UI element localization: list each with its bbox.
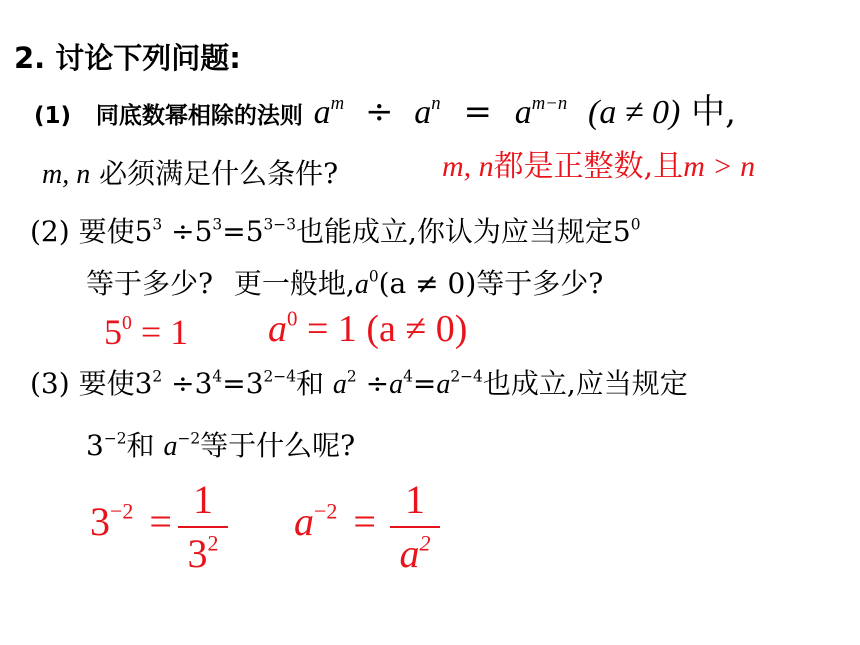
q2-line2-exp: 0: [368, 267, 379, 286]
q2-divide-sign: ÷: [171, 215, 195, 248]
q1-divide-sign: ÷: [364, 92, 394, 132]
q3-line2-base: 3: [86, 429, 104, 462]
q3-var3: a: [436, 369, 451, 400]
q2-line2-b: 更一般地,: [233, 267, 355, 300]
q2-label: (2): [30, 215, 70, 248]
q3-answer1-denominator: [178, 530, 228, 576]
q3-answer1-numerator: 1: [193, 477, 213, 522]
q2-base2: 5: [194, 215, 213, 248]
q3-answer1-exp: −2: [110, 498, 134, 524]
q1-answer-ineq: m > n: [683, 150, 756, 183]
q3-divide-sign: ÷: [171, 367, 195, 400]
q2-tail: 也能成立,你认为应当规定: [296, 215, 613, 248]
q3-equals-sign: =: [222, 367, 246, 400]
q1-condition: (a ≠ 0): [588, 94, 681, 131]
q3-answer2-var: a: [294, 499, 314, 544]
q3-answer2-den-var: a: [399, 531, 420, 576]
q2-equals-sign: =: [222, 215, 246, 248]
q1-formula-exp3: m−n: [531, 92, 568, 114]
q1-formula-exp2: n: [431, 92, 441, 114]
q3-label: (3): [30, 367, 70, 400]
q1-line1: [34, 92, 736, 132]
q3-answer2-eq: =: [353, 499, 376, 544]
q2-line2-cond: (a ≠ 0): [378, 267, 477, 300]
q3-var2: a: [389, 369, 404, 400]
q3-base2: 3: [194, 367, 213, 400]
q2-answer1: [104, 314, 188, 350]
q2-answer1-exp: 0: [122, 312, 132, 335]
q3-answer1-base: 3: [90, 499, 110, 544]
q1-answer: [442, 149, 756, 184]
q3-answer1-den-base: 3: [187, 531, 208, 576]
q3-line2-tail: 等于什么呢?: [200, 429, 356, 462]
slide-title: 2. 讨论下列问题:: [14, 41, 241, 75]
q3-answer1-lhs: [90, 498, 172, 544]
q3-base1: 3: [134, 367, 153, 400]
q3-answer2-denominator: [390, 530, 440, 576]
q3-exp3: 2−4: [263, 367, 296, 386]
q1-formula-base2: a: [414, 94, 432, 131]
q3-line2-exp: −2: [103, 429, 127, 448]
q2-answer1-rhs: = 1: [140, 312, 189, 352]
q1-text: 同底数幂相除的法则: [95, 103, 303, 129]
q2-exp2: 3: [212, 215, 223, 234]
q3-var-equals-sign: =: [412, 367, 437, 400]
q3-tail: 也成立,应当规定: [482, 367, 688, 400]
q2-tail-base: 5: [612, 215, 631, 248]
q2-tail-exp: 0: [630, 215, 641, 234]
q3-vexp1: 2: [346, 367, 357, 386]
q3-answer2-lhs: [294, 498, 376, 544]
q2-exp3: 3−3: [263, 215, 296, 234]
q1-formula-base1: a: [313, 94, 331, 131]
q2-line2-var: a: [354, 269, 369, 300]
q3-lead: 要使: [78, 367, 135, 400]
q1-formula-base3: a: [514, 94, 532, 131]
q2-base1: 5: [134, 215, 153, 248]
q3-base3: 3: [245, 367, 264, 400]
q2-lead: 要使: [78, 215, 135, 248]
q3-answer2-den-exp: 2: [419, 530, 431, 556]
q1-line2: [42, 157, 339, 190]
q3-vexp2: 4: [403, 367, 413, 386]
q3-var1: a: [332, 369, 347, 400]
q3-answer2-fraction-bar: [390, 526, 440, 528]
q3-answer1-den-exp: 2: [207, 530, 219, 556]
q3-exp1: 2: [152, 367, 163, 386]
q1-cond-text: 必须满足什么条件?: [99, 157, 339, 190]
q3-answer2-numerator: 1: [405, 477, 425, 522]
q2-answer1-base: 5: [104, 312, 122, 352]
q3-line1: [30, 367, 688, 400]
q2-exp1: 3: [152, 215, 163, 234]
q2-answer2-rhs: = 1 (a ≠ 0): [306, 308, 468, 350]
q3-vexp3: 2−4: [450, 367, 483, 386]
q3-and: 和: [296, 367, 325, 400]
q1-zhong: 中,: [691, 92, 736, 132]
q1-cond-vars: m, n: [42, 159, 91, 190]
q3-var-divide-sign: ÷: [365, 367, 390, 400]
q3-answer2-fraction: [390, 477, 440, 576]
q2-line2: [86, 267, 604, 300]
q1-formula-exp1: m: [330, 92, 345, 114]
q3-line2-and: 和: [126, 429, 155, 462]
q3-exp2: 4: [212, 367, 223, 386]
q3-answer1-fraction-bar: [178, 526, 228, 528]
q3-line2-var: a: [163, 431, 178, 462]
q1-equals-sign: =: [463, 92, 492, 132]
q2-answer2: [268, 306, 468, 350]
q1-answer-text: 都是正整数,且: [493, 149, 684, 184]
q2-answer2-var: a: [268, 308, 287, 350]
q3-answer1-eq: =: [149, 499, 172, 544]
q3-line2: [86, 429, 356, 462]
q1-answer-vars: m, n: [442, 150, 494, 183]
q3-line2-vexp: −2: [177, 429, 201, 448]
q2-answer2-exp: 0: [287, 306, 298, 331]
q2-line2-c: 等于多少?: [476, 267, 604, 300]
q2-base3: 5: [245, 215, 264, 248]
q3-answer2-exp: −2: [314, 498, 338, 524]
q1-label: (1): [34, 103, 72, 129]
q2-line1: [30, 215, 641, 248]
q2-line2-a: 等于多少?: [86, 267, 214, 300]
q3-answer1-fraction: [178, 477, 228, 576]
